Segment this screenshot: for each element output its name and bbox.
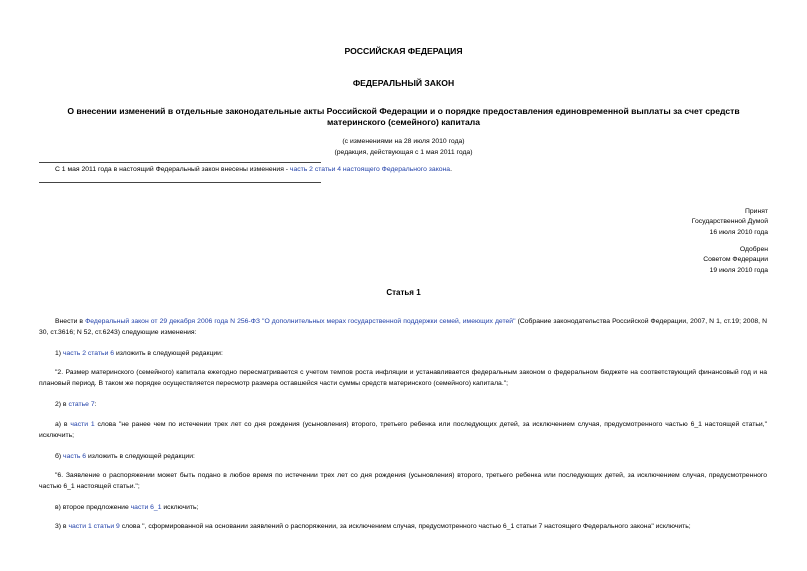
notice-bottom-rule <box>39 182 321 183</box>
article-paragraph <box>39 452 767 463</box>
country-heading: РОССИЙСКАЯ ФЕДЕРАЦИЯ <box>344 46 463 56</box>
paragraph-text: 1) <box>55 350 63 357</box>
part6-link[interactable]: часть 6 <box>63 453 87 460</box>
part2-article6-link[interactable]: часть 2 статьи 6 <box>62 350 115 357</box>
article-paragraph: "6. Заявление о распоряжении может быть подано в любое время по истечении трех лет со дня рождения (усыновления) второго, третьего ребенка или последующих детей, за исключением случая, предусмотренного частью 6_1 настоящей статьи."; <box>39 472 767 490</box>
adopted-label: Принят <box>744 208 768 215</box>
part1-article9-link[interactable]: части 1 статьи 9 <box>68 523 120 530</box>
article-paragraph <box>39 420 767 441</box>
article-heading: Статья 1 <box>386 288 421 297</box>
adopted-body: Государственной Думой <box>691 218 768 226</box>
paragraph-text: 2) в <box>55 401 69 408</box>
approved-date: 19 июля 2010 года <box>709 266 768 274</box>
part6-1-link[interactable]: части 6_1 <box>130 504 162 511</box>
federal-law-link[interactable]: Федеральный закон от 29 декабря 2006 года N 256-ФЗ "О дополнительных мерах государственной поддержки семей, имеющих детей" <box>85 318 516 325</box>
adopted-date: 16 июля 2010 года <box>709 228 768 236</box>
notice-suffix: . <box>450 166 452 173</box>
paragraph-text: а) в <box>55 421 71 428</box>
paragraph-text: слова ", сформированной на основании заявлений о распоряжении, за исключением случая, предусмотренного частью 6_1 статьи 7 настоящего Федерального закона" исключить; <box>119 523 691 530</box>
approved-block <box>703 245 768 276</box>
article-paragraph <box>39 317 767 338</box>
article-paragraph <box>39 503 767 514</box>
article-paragraph: "2. Размер материнского (семейного) капитала ежегодно пересматривается с учетом темпов роста инфляции и устанавливается федеральным законом о федеральном бюджете на соответствующий финансовый год и на плановый период. В таком же порядке осуществляется пересмотр размера оставшейся части суммы средств материнского (семейного) капитала."; <box>39 369 767 387</box>
paragraph-text: : <box>94 401 97 408</box>
article-paragraph <box>39 522 767 533</box>
paragraph-text: исключить; <box>161 504 199 511</box>
article7-link[interactable]: статье 7 <box>68 401 95 408</box>
notice-top-rule <box>39 162 321 163</box>
adopted-block <box>692 207 768 238</box>
approved-label: Одобрен <box>739 246 768 253</box>
notice-prefix: С 1 мая 2011 года в настоящий Федеральный закон внесены изменения - <box>55 166 290 173</box>
paragraph-text: Внести в <box>55 318 86 325</box>
part1-link[interactable]: части 1 <box>70 421 95 428</box>
edition-current: (редакция, действующая с 1 мая 2011 года) <box>334 149 473 156</box>
paragraph-text: 3) в <box>55 523 69 530</box>
paragraph-text: в) второе предложение <box>55 504 131 511</box>
amendment-notice <box>55 166 452 173</box>
paragraph-text: изложить в следующей редакции: <box>86 453 195 460</box>
document-type-heading: ФЕДЕРАЛЬНЫЙ ЗАКОН <box>352 78 455 88</box>
approved-body: Советом Федерации <box>703 256 768 264</box>
notice-link[interactable]: часть 2 статьи 4 настоящего Федерального закона <box>289 166 451 173</box>
article-paragraph <box>39 400 767 411</box>
paragraph-text: (Собрание законодательства Российской Федерации, 2007, N 1, ст.19; 2008, N 30, ст.3616; N 52, ст.6243) следующие изменения: <box>39 318 767 336</box>
article-paragraph <box>39 349 767 360</box>
paragraph-text: б) <box>55 453 64 460</box>
paragraph-text: слова "не ранее чем по истечении трех лет со дня рождения (усыновления) второго, третьего ребенка или последующих детей, за исключением случая, предусмотренного частью 6_1 настоящей статьи," исключить; <box>39 421 767 439</box>
edition-changes: (с изменениями на 28 июля 2010 года) <box>342 138 465 145</box>
paragraph-text: изложить в следующей редакции: <box>114 350 223 357</box>
law-title: О внесении изменений в отдельные законодательные акты Российской Федерации и о порядке предоставления единовременной выплаты за счет средств материнского (семейного) капитала <box>67 106 740 127</box>
